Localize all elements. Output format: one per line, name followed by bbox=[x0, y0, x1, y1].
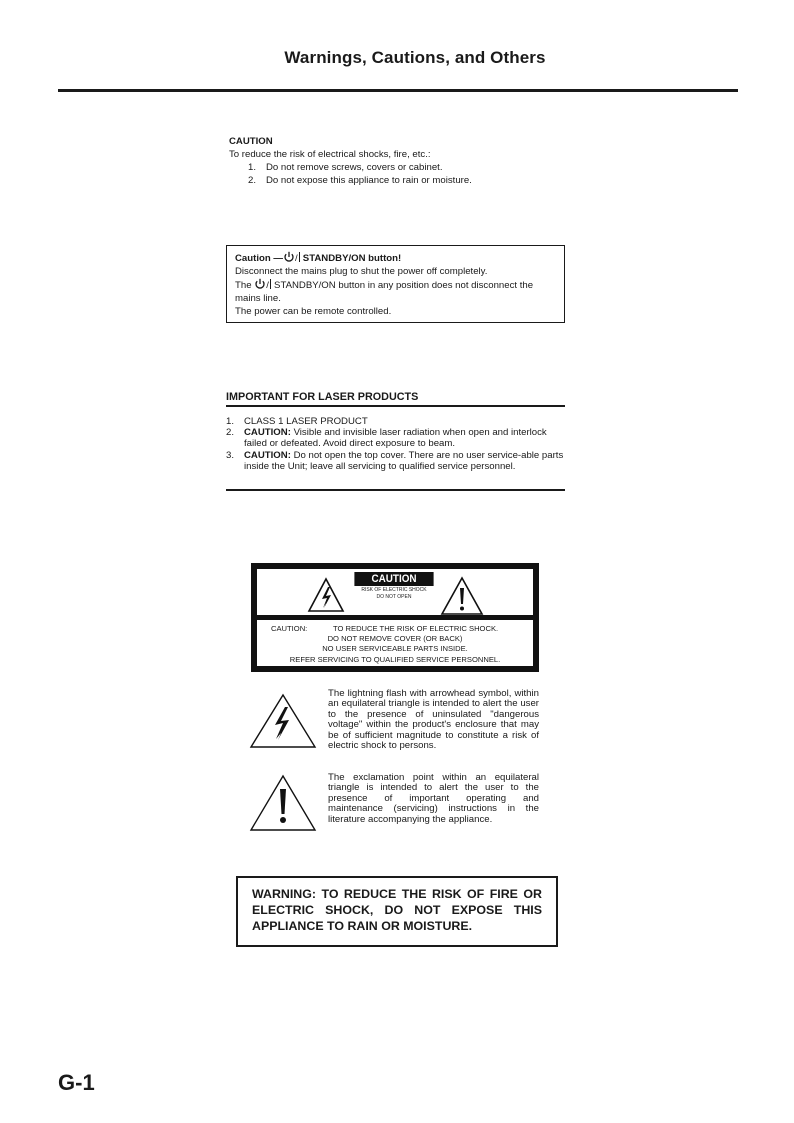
page-number: G-1 bbox=[58, 1070, 95, 1095]
item-text: CAUTION: Do not open the top cover. There are no user service-able parts inside the Unit; leave all servicing to qualified service personnel. bbox=[244, 449, 564, 472]
laser-divider-top bbox=[226, 405, 565, 407]
laser-divider-bottom bbox=[226, 489, 565, 491]
page-title: Warnings, Cautions, and Others bbox=[284, 48, 546, 67]
caution-heading: CAUTION bbox=[229, 136, 273, 147]
standby-line-2: The / STANDBY/ON button in any position does not disconnect the mains line. bbox=[235, 280, 534, 304]
label-row-1-right: TO REDUCE THE RISK OF ELECTRIC SHOCK. bbox=[333, 624, 499, 633]
list-item bbox=[226, 416, 565, 427]
lightning-triangle-icon bbox=[307, 577, 345, 613]
title-divider bbox=[58, 89, 738, 92]
caution-intro: To reduce the risk of electrical shocks, fire, etc.: bbox=[229, 149, 431, 160]
label-sub-2: DO NOT OPEN bbox=[376, 594, 412, 600]
item-number: 2. bbox=[226, 427, 235, 439]
standby-line-3: The power can be remote controlled. bbox=[235, 306, 392, 317]
caution-section bbox=[229, 135, 472, 187]
lightning-description: The lightning flash with arrowhead symbol, within an equilateral triangle is intended to alert the user to the presence of uninsulated "dangerous voltage" within the product's enclosure that may be of sufficient magnitude to constitute a risk of electric shock to persons. bbox=[328, 688, 539, 752]
label-caution-block bbox=[350, 572, 438, 601]
label-caution-word: CAUTION bbox=[354, 572, 433, 586]
label-row-4: REFER SERVICING TO QUALIFIED SERVICE PERSONNEL. bbox=[289, 654, 501, 664]
standby-caution-box bbox=[226, 245, 565, 323]
exclamation-description: The exclamation point within an equilateral triangle is intended to alert the user to the presence of important operating and maintenance (servicing) instructions in the literature accompanying the appliance. bbox=[328, 772, 539, 825]
lightning-triangle-icon bbox=[249, 693, 317, 749]
label-sub-1: RISK OF ELECTRIC SHOCK bbox=[361, 587, 427, 593]
label-row-1-left: CAUTION: bbox=[271, 624, 308, 633]
item-text: CLASS 1 LASER PRODUCT bbox=[244, 416, 368, 427]
list-item bbox=[248, 161, 472, 174]
caution-label bbox=[251, 563, 539, 672]
warning-box: WARNING: TO REDUCE THE RISK OF FIRE OR ELECTRIC SHOCK, DO NOT EXPOSE THIS APPLIANCE TO RAIN OR MOISTURE. bbox=[236, 876, 558, 947]
item-text: CAUTION: Visible and invisible laser radiation when open and interlock failed or defeated. Avoid direct exposure to beam. bbox=[244, 427, 547, 450]
item-text: Do not remove screws, covers or cabinet. bbox=[266, 162, 443, 173]
label-row-3: NO USER SERVICEABLE PARTS INSIDE. bbox=[322, 644, 468, 654]
label-row-2: DO NOT REMOVE COVER (OR BACK) bbox=[327, 634, 463, 644]
item-number: 2. bbox=[248, 175, 257, 186]
item-number: 1. bbox=[226, 416, 235, 427]
power-standby-icon bbox=[283, 251, 295, 263]
item-text: Do not expose this appliance to rain or moisture. bbox=[266, 175, 472, 186]
power-standby-icon bbox=[254, 278, 266, 290]
list-item bbox=[226, 427, 565, 449]
list-item bbox=[248, 174, 472, 187]
list-item bbox=[226, 450, 565, 472]
caution-list bbox=[229, 161, 472, 187]
laser-heading: IMPORTANT FOR LASER PRODUCTS bbox=[226, 391, 419, 403]
exclamation-triangle-icon bbox=[440, 576, 484, 616]
label-top-panel bbox=[257, 569, 533, 615]
standby-line-1: Disconnect the mains plug to shut the power off completely. bbox=[235, 266, 488, 277]
exclamation-triangle-icon bbox=[249, 774, 317, 832]
label-bottom-panel bbox=[257, 620, 533, 666]
item-number: 1. bbox=[248, 162, 257, 173]
laser-list bbox=[226, 416, 565, 472]
item-number: 3. bbox=[226, 449, 235, 461]
standby-heading: Caution — / STANDBY/ON button! bbox=[235, 253, 402, 264]
